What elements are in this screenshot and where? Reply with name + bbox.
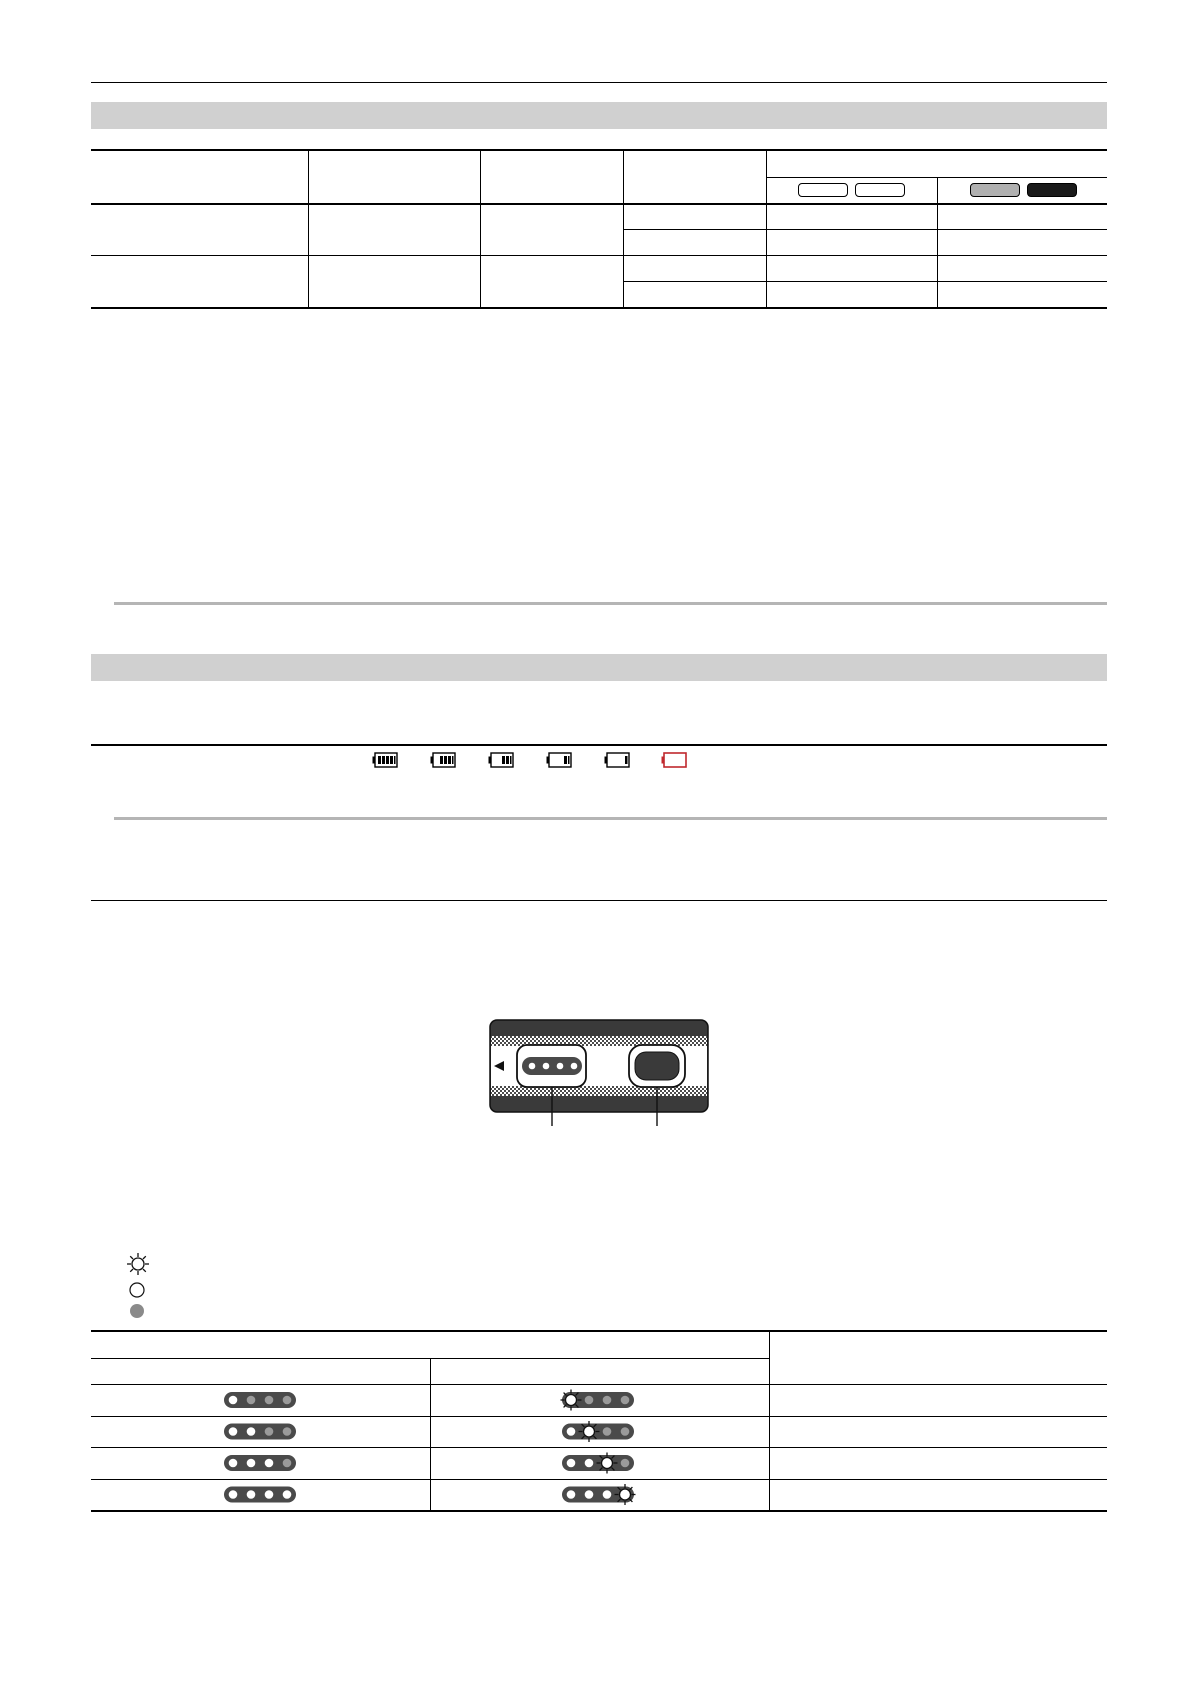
row-3-right-blinking-led-icon	[597, 1453, 618, 1474]
row-1-right-unlit-led-icon	[603, 1396, 612, 1405]
row-4-left-lit-led-icon	[229, 1490, 238, 1499]
row-3-right-lit-led-icon	[567, 1459, 576, 1468]
row-1-right-unlit-led-icon	[585, 1396, 594, 1405]
row-3-left-lit-led-icon	[247, 1459, 256, 1468]
row-3-left-unlit-led-icon	[283, 1459, 292, 1468]
row-4-right-lit-led-icon	[585, 1490, 594, 1499]
row-1-right-unlit-led-icon	[621, 1396, 630, 1405]
row-2-right-blinking-led-icon	[579, 1421, 600, 1442]
row-1-left-unlit-led-icon	[265, 1396, 274, 1405]
row-4-right-lit-led-icon	[603, 1490, 612, 1499]
row-1-left-unlit-led-icon	[247, 1396, 256, 1405]
row-3-left-lit-led-icon	[229, 1459, 238, 1468]
row-2-right-lit-led-icon	[567, 1427, 576, 1436]
row-4-left-lit-led-icon	[247, 1490, 256, 1499]
row-4-right-blinking-led-icon	[615, 1484, 636, 1505]
row-3-right-lit-led-icon	[585, 1459, 594, 1468]
row-4-left-lit-led-icon	[265, 1490, 274, 1499]
row-2-right-unlit-led-icon	[621, 1427, 630, 1436]
row-1-right-blinking-led-icon	[561, 1390, 582, 1411]
row-4-right-lit-led-icon	[567, 1490, 576, 1499]
row-1-left-lit-led-icon	[229, 1396, 238, 1405]
row-2-left-unlit-led-icon	[283, 1427, 292, 1436]
row-2-right-unlit-led-icon	[603, 1427, 612, 1436]
row-1-left-unlit-led-icon	[283, 1396, 292, 1405]
row-3-right-unlit-led-icon	[621, 1459, 630, 1468]
row-2-left-lit-led-icon	[229, 1427, 238, 1436]
row-4-left-lit-led-icon	[283, 1490, 292, 1499]
row-2-left-unlit-led-icon	[265, 1427, 274, 1436]
row-2-left-lit-led-icon	[247, 1427, 256, 1436]
row-3-left-lit-led-icon	[265, 1459, 274, 1468]
